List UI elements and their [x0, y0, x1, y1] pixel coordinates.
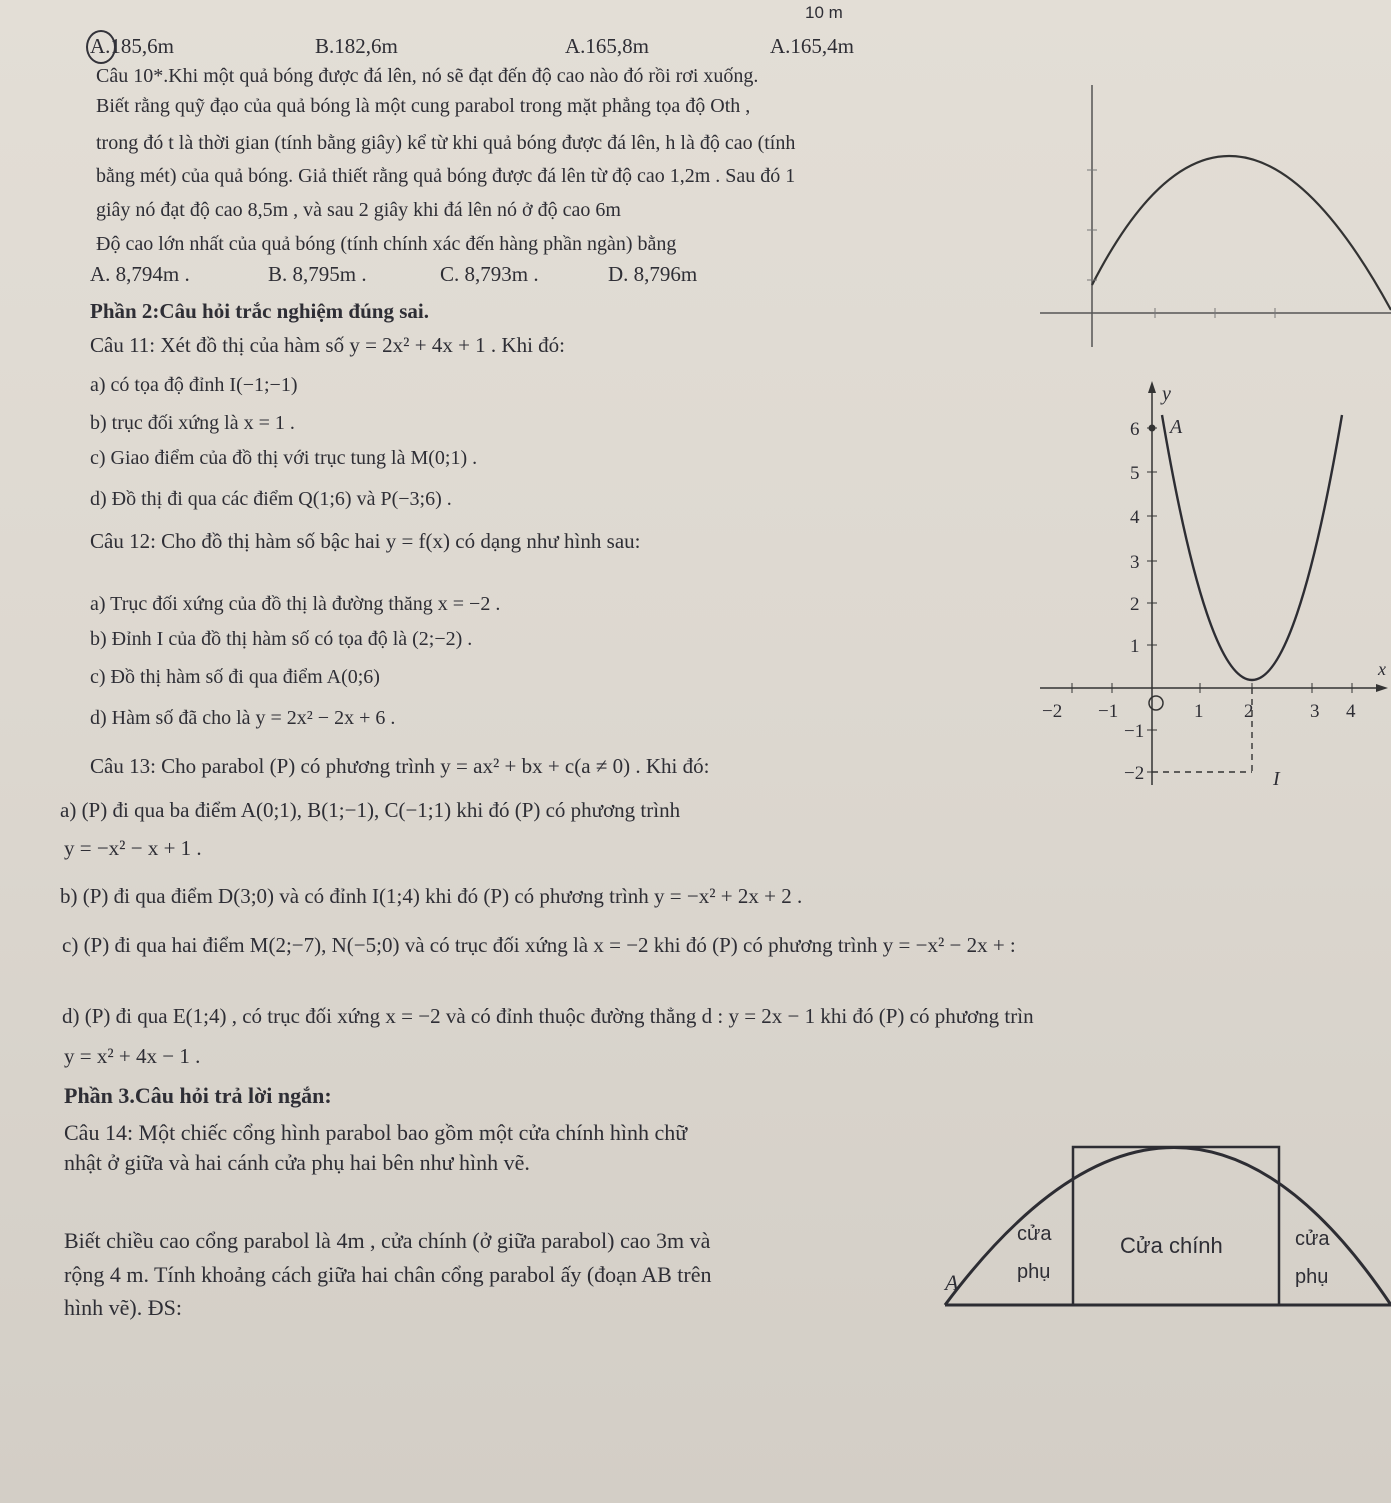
gate-point-A-label: A — [945, 1270, 959, 1295]
q12-stem: Câu 12: Cho đồ thị hàm số bậc hai y = f(x) có dạng như hình sau: — [90, 529, 641, 553]
q10-option-a: A. 8,794m . — [90, 262, 190, 286]
q12-item-c: c) Đồ thị hàm số đi qua điểm A(0;6) — [90, 666, 380, 688]
y-tick-label-6: 6 — [1130, 419, 1140, 440]
y-axis-label: y — [1162, 383, 1171, 405]
x-axis-label: x — [1378, 659, 1386, 679]
q13-item-a-line2: y = −x² − x + 1 . — [64, 836, 202, 860]
answer-b: B.182,6m — [315, 34, 398, 58]
parabola-curve — [1162, 415, 1342, 680]
q10-line-2: Biết rằng quỹ đạo của quả bóng là một cung parabol trong mặt phẳng tọa độ Oth , — [96, 95, 751, 117]
y-axis-arrow — [1148, 381, 1156, 393]
left-side-door-label-2: phụ — [1017, 1261, 1051, 1283]
q12-item-d: d) Hàm số đã cho là y = 2x² − 2x + 6 . — [90, 707, 396, 729]
x-tick-label-neg2: −2 — [1042, 701, 1063, 722]
right-side-door-label-2: phụ — [1295, 1266, 1329, 1288]
q10-option-b: B. 8,795m . — [268, 262, 367, 286]
header-fragment: 10 m — [805, 3, 843, 22]
y-tick-label-neg1: −1 — [1124, 721, 1145, 742]
x-axis-arrow — [1376, 684, 1388, 692]
answer-a3: A.165,4m — [770, 34, 854, 58]
main-door-label: Cửa chính — [1120, 1233, 1223, 1258]
main-door-rect — [1073, 1147, 1279, 1305]
q14-line-3: Biết chiều cao cổng parabol là 4m , cửa chính (ở giữa parabol) cao 3m và — [64, 1228, 711, 1253]
trajectory-graph — [1030, 75, 1391, 355]
q10-line-4: bằng mét) của quả bóng. Giả thiết rằng quả bóng được đá lên từ độ cao 1,2m . Sau đó 1 — [96, 165, 796, 187]
part2-title: Phần 2:Câu hỏi trắc nghiệm đúng sai. — [90, 299, 429, 323]
trajectory-curve — [1092, 156, 1391, 310]
answer-a2: A.165,8m — [565, 34, 649, 58]
q14-line-5: hình vẽ). ĐS: — [64, 1295, 182, 1320]
q13-item-d-line2: y = x² + 4x − 1 . — [64, 1044, 201, 1068]
q13-item-b: b) (P) đi qua điểm D(3;0) và có đỉnh I(1;4) khi đó (P) có phương trình y = −x² + 2x + 2 . — [60, 884, 803, 908]
x-tick-label-4: 4 — [1346, 701, 1356, 722]
q13-item-a-line1: a) (P) đi qua ba điểm A(0;1), B(1;−1), C(−1;1) khi đó (P) có phương trình — [60, 798, 681, 822]
q11-item-c: c) Giao điểm của đồ thị với trục tung là M(0;1) . — [90, 447, 478, 469]
x-tick-label-neg1: −1 — [1098, 701, 1119, 722]
left-side-door-label-1: cửa — [1017, 1223, 1052, 1245]
y-tick-label-neg2: −2 — [1124, 763, 1145, 784]
parabola-graph — [1030, 375, 1391, 800]
x-tick-label-2: 2 — [1244, 701, 1254, 722]
q10-line-1: Câu 10*.Khi một quả bóng được đá lên, nó sẽ đạt đến độ cao nào đó rồi rơi xuống. — [96, 65, 759, 87]
q13-item-c: c) (P) đi qua hai điểm M(2;−7), N(−5;0) và có trục đối xứng là x = −2 khi đó (P) có phương trình y = −x² − 2x + : — [62, 933, 1016, 957]
point-A-marker — [1149, 425, 1156, 432]
y-tick-label-5: 5 — [1130, 463, 1140, 484]
q12-item-a: a) Trục đối xứng của đồ thị là đường thăng x = −2 . — [90, 593, 501, 615]
q11-item-a: a) có tọa độ đỉnh I(−1;−1) — [90, 374, 298, 396]
y-tick-label-3: 3 — [1130, 552, 1140, 573]
circled-answer-mark — [86, 30, 116, 64]
point-A-label: A — [1170, 416, 1183, 438]
y-tick-label-1: 1 — [1130, 636, 1140, 657]
q11-item-b: b) trục đối xứng là x = 1 . — [90, 412, 295, 434]
q10-line-5: giây nó đạt độ cao 8,5m , và sau 2 giây khi đá lên nó ở độ cao 6m — [96, 199, 621, 221]
y-tick-label-4: 4 — [1130, 507, 1140, 528]
q12-item-b: b) Đỉnh I của đồ thị hàm số có tọa độ là (2;−2) . — [90, 628, 473, 650]
q10-line-6: Độ cao lớn nhất của quả bóng (tính chính xác đến hàng phần ngàn) bằng — [96, 233, 677, 255]
part3-title: Phần 3.Câu hỏi trả lời ngắn: — [64, 1083, 332, 1108]
q14-line-2: nhật ở giữa và hai cánh cửa phụ hai bên như hình vẽ. — [64, 1150, 530, 1175]
q14-line-4: rộng 4 m. Tính khoảng cách giữa hai chân cổng parabol ấy (đoạn AB trên — [64, 1262, 712, 1287]
q11-item-d: d) Đồ thị đi qua các điểm Q(1;6) và P(−3;6) . — [90, 488, 452, 510]
right-side-door-label-1: cửa — [1295, 1228, 1330, 1250]
q13-item-d-line1: d) (P) đi qua E(1;4) , có trục đối xứng x = −2 và có đỉnh thuộc đường thẳng d : y = 2x − 1 khi đó (P) có phương trìn — [62, 1004, 1034, 1028]
gate-figure — [925, 1085, 1391, 1320]
answer-a1: A.185,6m — [90, 34, 174, 58]
point-I-label: I — [1273, 768, 1280, 790]
y-tick-label-2: 2 — [1130, 594, 1140, 615]
origin-label: O — [1030, 375, 1031, 376]
q10-option-d: D. 8,796m — [608, 262, 698, 286]
q13-stem: Câu 13: Cho parabol (P) có phương trình y = ax² + bx + c(a ≠ 0) . Khi đó: — [90, 754, 710, 778]
origin-marker — [1149, 696, 1163, 710]
q10-option-c: C. 8,793m . — [440, 262, 539, 286]
x-tick-label-3: 3 — [1310, 701, 1320, 722]
q11-stem: Câu 11: Xét đồ thị của hàm số y = 2x² + 4x + 1 . Khi đó: — [90, 333, 566, 357]
q14-line-1: Câu 14: Một chiếc cổng hình parabol bao gồm một cửa chính hình chữ — [64, 1120, 688, 1145]
q10-line-3: trong đó t là thời gian (tính bằng giây) kể từ khi quả bóng được đá lên, h là độ cao (tính — [96, 132, 796, 154]
x-tick-label-1: 1 — [1194, 701, 1204, 722]
